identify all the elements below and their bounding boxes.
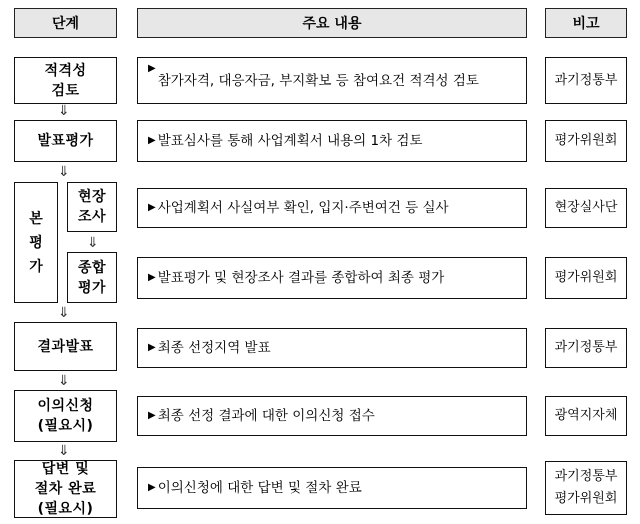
stage-line: 현장 bbox=[77, 189, 107, 205]
note-response-completion bbox=[545, 461, 627, 515]
stage-line: (필요시) bbox=[37, 501, 94, 517]
note-text: 과기정통부 bbox=[554, 72, 618, 88]
group-label-char: 본 bbox=[29, 210, 43, 227]
stage-line: 조사 bbox=[77, 209, 107, 225]
content-text: 참가자격, 대응자금, 부지확보 등 참여요건 적격성 검토 bbox=[157, 72, 479, 89]
header-content: 주요 내용 bbox=[137, 8, 527, 38]
note-text: 현장실사단 bbox=[554, 200, 618, 215]
stage-line: 이의신청 bbox=[37, 398, 94, 414]
note-text: 과기정통부 bbox=[554, 469, 618, 484]
triangle-right-icon: ▶ bbox=[148, 482, 156, 493]
stage-presentation-evaluation bbox=[14, 120, 117, 162]
note-text: 평가위원회 bbox=[554, 133, 618, 148]
note-objection bbox=[545, 396, 627, 436]
note-comprehensive-evaluation bbox=[545, 257, 627, 299]
content-text: 발표심사를 통해 사업계획서 내용의 1차 검토 bbox=[157, 133, 423, 149]
triangle-right-icon: ▶ bbox=[148, 63, 156, 74]
content-text: 최종 선정 결과에 대한 이의신청 접수 bbox=[157, 408, 375, 424]
double-down-arrow-icon: ⇓ bbox=[58, 305, 70, 321]
note-text: 과기정통부 bbox=[554, 340, 618, 355]
triangle-right-icon: ▶ bbox=[148, 410, 156, 421]
content-eligibility-review bbox=[137, 57, 527, 104]
main-evaluation-group bbox=[14, 182, 58, 303]
double-down-arrow-icon: ⇓ bbox=[58, 164, 70, 180]
triangle-right-icon: ▶ bbox=[148, 272, 156, 283]
header-note: 비고 bbox=[545, 8, 627, 38]
note-text: 평가위원회 bbox=[554, 491, 618, 506]
content-objection bbox=[137, 396, 527, 436]
stage-response-completion bbox=[14, 460, 117, 518]
stage-line: 검토 bbox=[51, 82, 80, 99]
content-result-announcement bbox=[137, 328, 527, 368]
stage-result-announcement bbox=[14, 322, 117, 371]
header-stage: 단계 bbox=[14, 8, 117, 38]
content-text: 이의신청에 대한 답변 및 절차 완료 bbox=[157, 480, 362, 496]
note-text: 평가위원회 bbox=[554, 270, 618, 285]
note-site-inspection bbox=[545, 188, 627, 228]
stage-line: 평가 bbox=[77, 279, 107, 296]
double-down-arrow-icon: ⇓ bbox=[87, 235, 99, 251]
triangle-right-icon: ▶ bbox=[148, 342, 156, 353]
triangle-right-icon: ▶ bbox=[148, 202, 156, 213]
stage-line: 종합 bbox=[77, 259, 107, 276]
group-label-char: 평 bbox=[29, 234, 43, 251]
content-text: 최종 선정지역 발표 bbox=[157, 340, 271, 356]
stage-line: 적격성 bbox=[44, 62, 87, 79]
note-result-announcement bbox=[545, 328, 627, 368]
content-text: 사업계획서 사실여부 확인, 입지·주변여건 등 실사 bbox=[157, 200, 449, 216]
stage-comprehensive-evaluation bbox=[67, 252, 117, 303]
stage-line: (필요시) bbox=[37, 418, 94, 434]
stage-line: 답변 및 bbox=[41, 461, 90, 477]
note-presentation-evaluation bbox=[545, 120, 627, 162]
triangle-right-icon: ▶ bbox=[148, 135, 156, 146]
stage-line: 발표평가 bbox=[37, 133, 94, 149]
content-presentation-evaluation bbox=[137, 120, 527, 162]
stage-line: 절차 완료 bbox=[34, 481, 97, 497]
stage-eligibility-review bbox=[14, 57, 117, 104]
note-text: 광역지자체 bbox=[554, 408, 618, 423]
double-down-arrow-icon: ⇓ bbox=[58, 373, 70, 389]
stage-objection bbox=[14, 390, 117, 442]
content-site-inspection bbox=[137, 188, 527, 228]
double-down-arrow-icon: ⇓ bbox=[58, 443, 70, 459]
content-response-completion bbox=[137, 467, 527, 509]
note-eligibility-review bbox=[545, 57, 627, 104]
stage-line: 결과발표 bbox=[37, 338, 94, 355]
stage-site-inspection bbox=[67, 182, 117, 232]
content-comprehensive-evaluation bbox=[137, 257, 527, 299]
content-text: 발표평가 및 현장조사 결과를 종합하여 최종 평가 bbox=[157, 270, 445, 286]
double-down-arrow-icon: ⇓ bbox=[58, 103, 70, 119]
group-label-char: 가 bbox=[29, 258, 43, 275]
